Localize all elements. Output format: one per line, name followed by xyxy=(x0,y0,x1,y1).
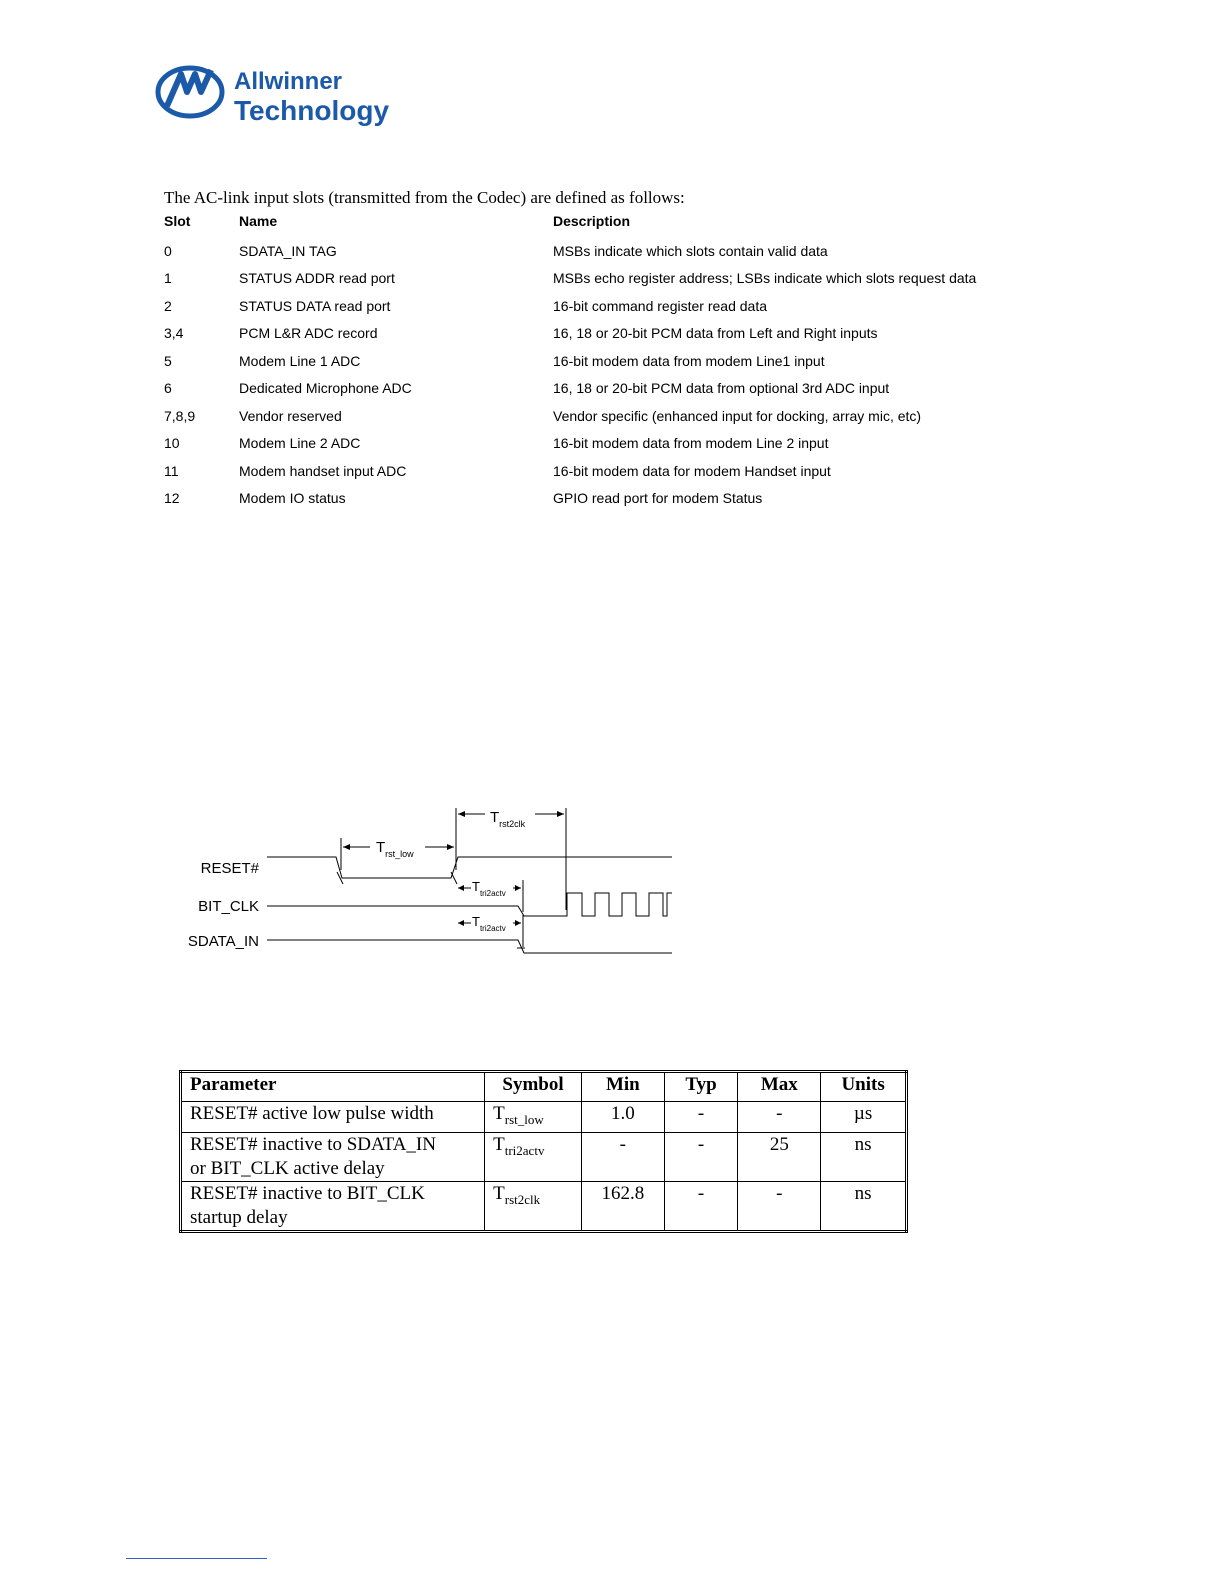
slot-name: Modem Line 2 ADC xyxy=(239,435,361,451)
label-t-rst-low: $T_{rst\_low}$ xyxy=(376,839,414,859)
param-min: 162.8 xyxy=(581,1181,664,1231)
table-row xyxy=(181,1132,907,1181)
arrowhead-tri2actv-left xyxy=(458,885,464,891)
footer-divider xyxy=(126,1558,267,1559)
slot-number: 7,8,9 xyxy=(164,408,196,424)
slot-description: 16-bit modem data from modem Line1 input xyxy=(553,353,825,369)
signal-label-reset: RESET# xyxy=(200,860,259,877)
signal-label-bit-clk: BIT_CLK xyxy=(198,898,259,915)
arrowhead-rst2clk-right xyxy=(557,811,564,817)
logo-text-line2: Technology xyxy=(234,95,390,126)
header-units: Units xyxy=(821,1072,907,1102)
param-symbol: $T_{tri2actv}$ xyxy=(485,1132,582,1181)
slot-number: 1 xyxy=(164,270,172,286)
sdata-in-waveform xyxy=(267,940,672,953)
slot-description: MSBs indicate which slots contain valid data xyxy=(553,243,828,259)
header-typ: Typ xyxy=(664,1072,738,1102)
param-name: RESET# active low pulse width xyxy=(181,1102,485,1133)
label-t-rst2clk: $T_{rst2clk}$ xyxy=(490,809,526,829)
slot-description: 16-bit command register read data xyxy=(553,298,767,314)
param-typ: - xyxy=(664,1181,738,1231)
slot-description: 16, 18 or 20-bit PCM data from Left and Right inputs xyxy=(553,325,878,341)
logo-aw-mark xyxy=(167,70,211,106)
slot-number: 0 xyxy=(164,243,172,259)
slot-number: 6 xyxy=(164,380,172,396)
slot-name: Dedicated Microphone ADC xyxy=(239,380,412,396)
param-typ: - xyxy=(664,1102,738,1133)
slot-description: 16-bit modem data from modem Line 2 input xyxy=(553,435,829,451)
arrowhead-tri2actv-right xyxy=(515,885,521,891)
logo-text-line1: Allwinner xyxy=(234,68,343,95)
slot-number: 5 xyxy=(164,353,172,369)
header-symbol: Symbol xyxy=(485,1072,582,1102)
param-typ: - xyxy=(664,1132,738,1181)
arrowhead-tri2actv2-right xyxy=(515,920,521,926)
reset-rise-mark xyxy=(451,872,457,884)
reset-waveform xyxy=(267,857,672,878)
header-min: Min xyxy=(581,1072,664,1102)
label-t-tri2actv-sdata: $T_{tri2actv}$ xyxy=(472,914,506,933)
param-min: 1.0 xyxy=(581,1102,664,1133)
bit-clk-waveform xyxy=(267,893,672,916)
param-max: - xyxy=(738,1181,821,1231)
slot-name: Vendor reserved xyxy=(239,408,342,424)
company-logo xyxy=(155,62,395,132)
slot-number: 10 xyxy=(164,435,180,451)
param-units: ns xyxy=(821,1132,907,1181)
slot-description: GPIO read port for modem Status xyxy=(553,490,763,506)
slot-description: MSBs echo register address; LSBs indicate which slots request data xyxy=(553,270,977,286)
slot-name: STATUS ADDR read port xyxy=(239,270,395,286)
slot-name: Modem handset input ADC xyxy=(239,463,407,479)
slot-description: 16, 18 or 20-bit PCM data from optional 3rd ADC input xyxy=(553,380,890,396)
arrowhead-rst-low-right xyxy=(447,844,454,850)
param-max: - xyxy=(738,1102,821,1133)
timing-diagram-svg xyxy=(175,800,685,970)
slot-number: 12 xyxy=(164,490,180,506)
param-symbol: $T_{rst\_low}$ xyxy=(485,1102,582,1133)
param-name: RESET# inactive to SDATA_IN or BIT_CLK active delay xyxy=(181,1132,485,1181)
param-units: ns xyxy=(821,1181,907,1231)
param-min: - xyxy=(581,1132,664,1181)
allwinner-logo-icon xyxy=(155,62,395,132)
header-slot: Slot xyxy=(164,213,191,229)
header-max: Max xyxy=(738,1072,821,1102)
slot-description: Vendor specific (enhanced input for docking, array mic, etc) xyxy=(553,408,922,424)
arrowhead-rst2clk-left xyxy=(458,811,465,817)
reset-timing-diagram xyxy=(175,800,685,970)
slot-name: Modem Line 1 ADC xyxy=(239,353,361,369)
slot-number: 2 xyxy=(164,298,172,314)
slot-description: 16-bit modem data for modem Handset input xyxy=(553,463,831,479)
param-name: RESET# inactive to BIT_CLK startup delay xyxy=(181,1181,485,1231)
signal-label-sdata-in: SDATA_IN xyxy=(187,933,259,950)
table-row xyxy=(181,1181,907,1231)
reset-timing-parameters-table xyxy=(179,1070,908,1233)
param-symbol: $T_{rst2clk}$ xyxy=(485,1181,582,1231)
header-parameter: Parameter xyxy=(181,1072,485,1102)
param-max: 25 xyxy=(738,1132,821,1181)
table-row xyxy=(181,1102,907,1133)
slot-number: 11 xyxy=(164,463,179,479)
arrowhead-rst-low-left xyxy=(343,844,350,850)
slot-number: 3,4 xyxy=(164,325,184,341)
slot-name: STATUS DATA read port xyxy=(239,298,391,314)
header-description: Description xyxy=(553,213,631,229)
param-units: µs xyxy=(821,1102,907,1133)
slot-name: SDATA_IN TAG xyxy=(239,243,337,259)
params-header-row xyxy=(181,1072,907,1102)
label-t-tri2actv-clk: $T_{tri2actv}$ xyxy=(472,879,506,898)
slot-name: PCM L&R ADC record xyxy=(239,325,378,341)
header-name: Name xyxy=(239,213,278,229)
arrowhead-tri2actv2-left xyxy=(458,920,464,926)
intro-text: The AC-link input slots (transmitted from the Codec) are defined as follows: xyxy=(164,188,685,207)
slot-name: Modem IO status xyxy=(239,490,346,506)
